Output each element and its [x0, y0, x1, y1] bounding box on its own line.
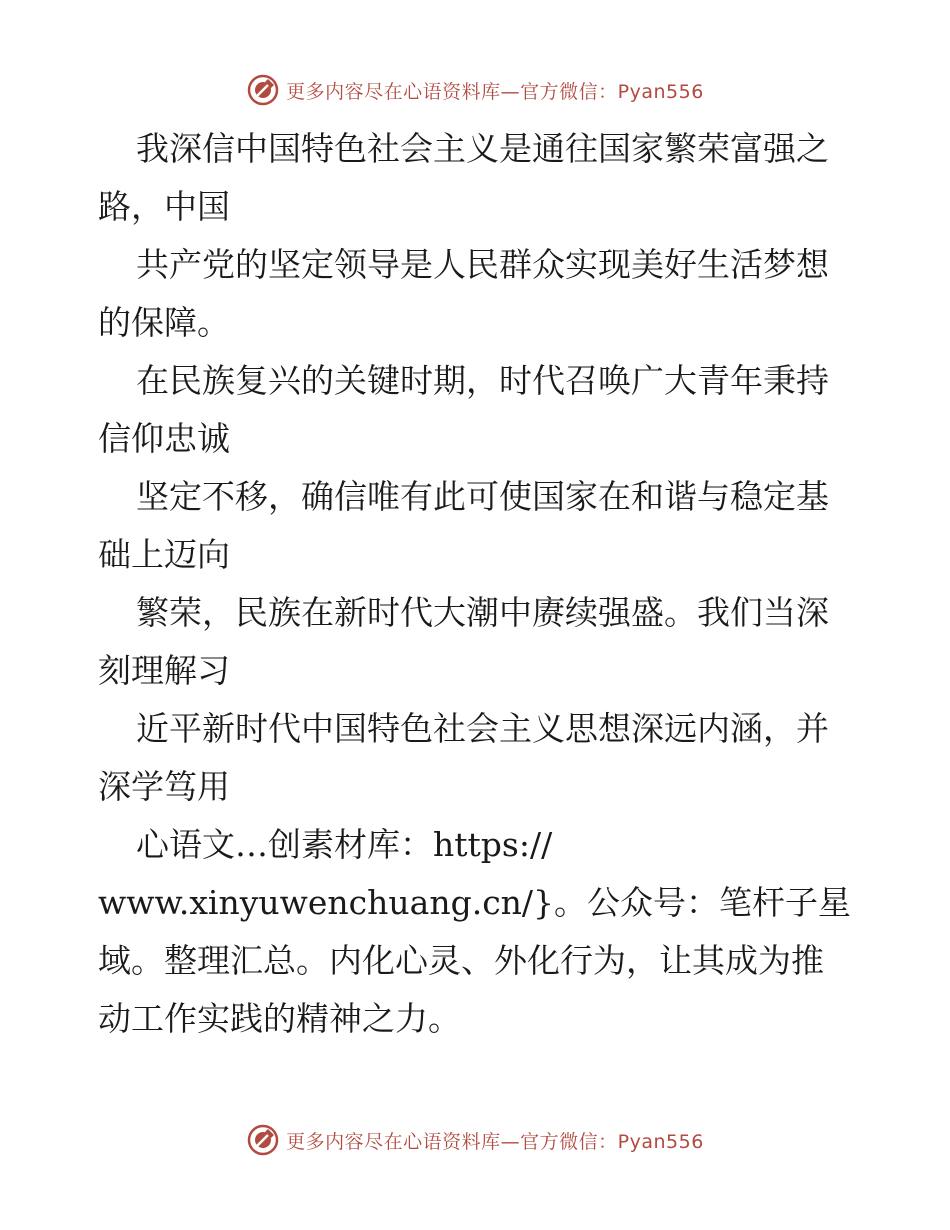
footer-banner: [0, 1120, 950, 1160]
document-body: [98, 120, 858, 1048]
header-banner: [0, 70, 950, 110]
source-line-2: www.xinyuwenchuang.cn/}。公众号：笔杆子星: [98, 883, 852, 922]
source-line-4: 动工作实践的精神之力。: [98, 999, 461, 1038]
paragraph-6: 近平新时代中国特色社会主义思想深远内涵，并深学笃用: [98, 709, 829, 806]
paragraph-5: 繁荣，民族在新时代大潮中赓续强盛。我们当深刻理解习: [98, 593, 829, 690]
pen-seal-icon: [246, 1123, 280, 1157]
paragraph-1: 我深信中国特色社会主义是通往国家繁荣富强之路，中国: [98, 129, 829, 226]
paragraph-4: 坚定不移，确信唯有此可使国家在和谐与稳定基础上迈向: [98, 477, 829, 574]
header-banner-text: 更多内容尽在心语资料库—官方微信：Pyan556: [286, 80, 704, 103]
pen-seal-icon: [246, 73, 280, 107]
paragraph-3: 在民族复兴的关键时期，时代召唤广大青年秉持信仰忠诚: [98, 361, 829, 458]
source-line-3: 域。整理汇总。内化心灵、外化行为，让其成为推: [98, 941, 824, 980]
paragraph-2: 共产党的坚定领导是人民群众实现美好生活梦想的保障。: [98, 245, 829, 342]
footer-banner-text: 更多内容尽在心语资料库—官方微信：Pyan556: [286, 1130, 704, 1153]
source-line-1: 心语文…创素材库：https://: [136, 825, 553, 864]
